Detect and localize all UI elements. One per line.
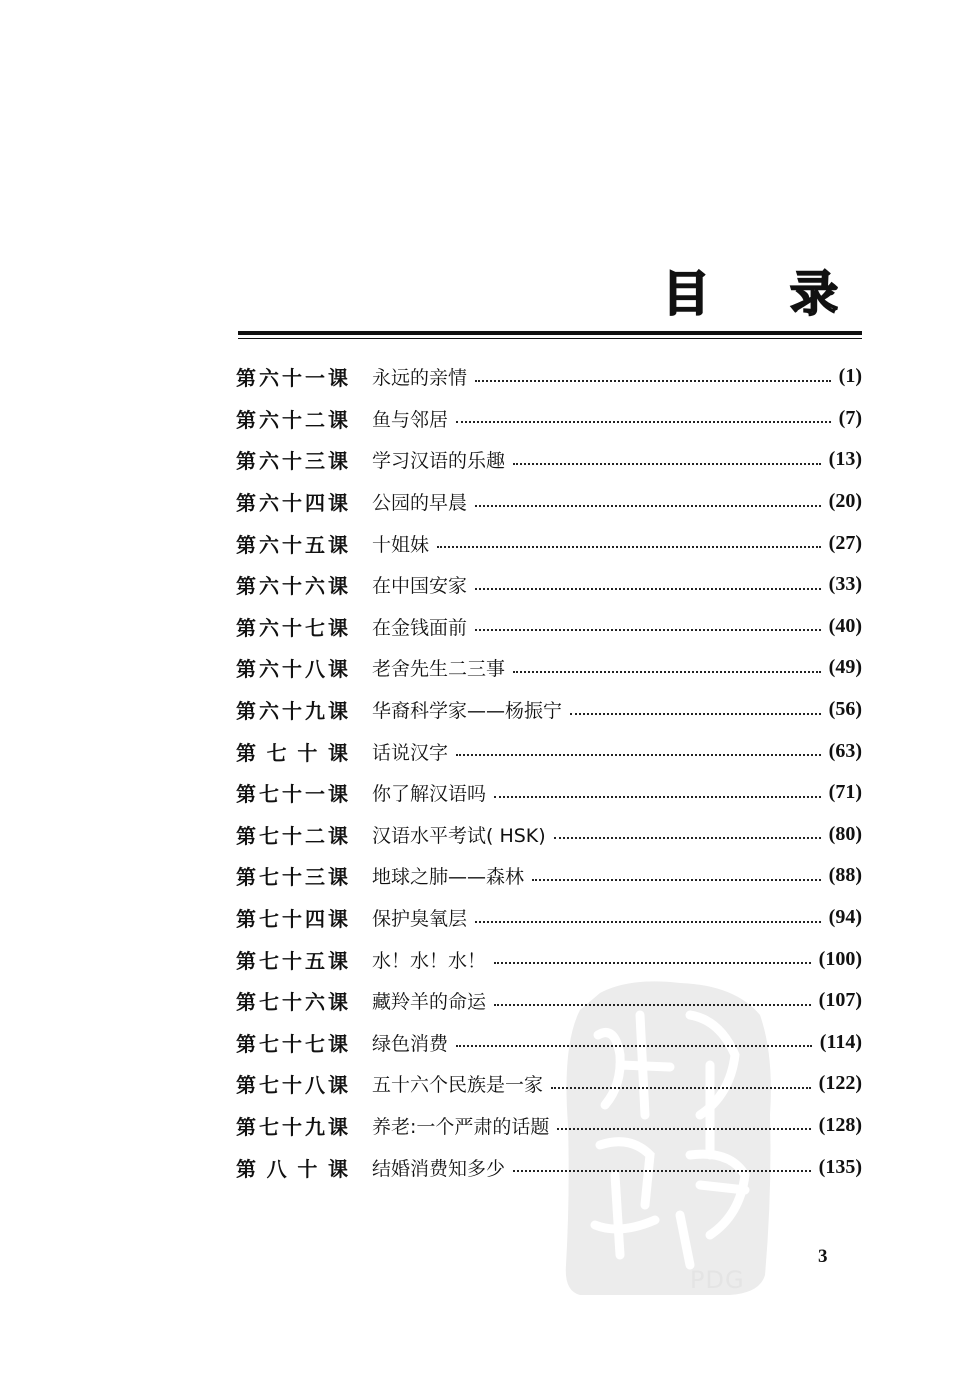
lesson-page-number: (88) xyxy=(828,864,862,887)
lesson-page-number: (80) xyxy=(828,822,862,845)
lesson-page-number: (1) xyxy=(838,365,862,388)
dot-leader xyxy=(513,671,821,673)
lesson-title: 十姐妹 xyxy=(372,533,430,556)
dot-leader xyxy=(494,796,821,798)
dot-leader xyxy=(494,1004,811,1006)
lesson-number-char: 第 xyxy=(236,948,256,973)
dot-leader xyxy=(475,505,821,507)
lesson-page-number: (122) xyxy=(818,1072,862,1095)
lesson-page-number: (27) xyxy=(828,531,862,554)
lesson-page-number: (49) xyxy=(828,656,862,679)
toc-entry[interactable] xyxy=(236,481,862,523)
lesson-number-char: 第 xyxy=(236,699,256,724)
lesson-number-char: 七 xyxy=(259,1031,279,1056)
lesson-number xyxy=(236,404,348,433)
heading-rule-thin xyxy=(238,338,862,339)
lesson-number-char: 六 xyxy=(259,657,279,682)
toc-entry[interactable] xyxy=(236,439,862,481)
lesson-title: 汉语水平考试( HSK) xyxy=(372,824,546,847)
lesson-title: 藏羚羊的命运 xyxy=(372,991,487,1014)
toc-entry[interactable] xyxy=(236,1022,862,1064)
lesson-number-char: 十 xyxy=(297,1156,318,1181)
lesson-page-number: (40) xyxy=(828,614,862,637)
lesson-number-char: 课 xyxy=(328,948,348,973)
toc-entry[interactable] xyxy=(236,1063,862,1105)
lesson-number-char: 十 xyxy=(282,532,302,557)
lesson-number xyxy=(236,986,348,1015)
lesson-number xyxy=(236,737,348,766)
lesson-number-char: 七 xyxy=(259,990,279,1015)
lesson-number-char: 课 xyxy=(328,366,348,391)
lesson-page-number: (13) xyxy=(828,448,862,471)
lesson-number-char: 课 xyxy=(328,782,348,807)
lesson-page-number: (71) xyxy=(828,781,862,804)
lesson-number-char: 八 xyxy=(305,657,325,682)
lesson-number-char: 九 xyxy=(305,1114,325,1139)
lesson-number-char: 七 xyxy=(305,615,325,640)
lesson-number-char: 第 xyxy=(236,491,256,516)
lesson-number-char: 七 xyxy=(266,740,287,765)
lesson-number-char: 六 xyxy=(259,407,279,432)
toc-list xyxy=(236,356,862,1188)
heading-char-mu: 目 xyxy=(662,266,711,322)
toc-entry[interactable] xyxy=(236,689,862,731)
lesson-number xyxy=(236,529,348,558)
dot-leader xyxy=(475,588,821,590)
lesson-page-number: (100) xyxy=(818,947,862,970)
lesson-number-char: 第 xyxy=(236,657,256,682)
lesson-title: 五十六个民族是一家 xyxy=(372,1074,544,1097)
lesson-number-char: 第 xyxy=(236,907,256,932)
lesson-number-char: 第 xyxy=(236,865,256,890)
lesson-title: 水！水！水！ xyxy=(372,949,487,972)
lesson-number-char: 四 xyxy=(305,491,325,516)
lesson-title: 保护臭氧层 xyxy=(372,908,468,931)
lesson-number-char: 十 xyxy=(282,907,302,932)
lesson-number-char: 课 xyxy=(328,449,348,474)
lesson-number-char: 第 xyxy=(236,740,256,765)
page-number: 3 xyxy=(818,1246,828,1267)
lesson-number-char: 课 xyxy=(328,990,348,1015)
lesson-number-char: 二 xyxy=(305,407,325,432)
toc-entry[interactable] xyxy=(236,1105,862,1147)
lesson-title: 公园的早晨 xyxy=(372,492,468,515)
lesson-page-number: (63) xyxy=(828,739,862,762)
lesson-title: 永远的亲情 xyxy=(372,367,468,390)
lesson-page-number: (128) xyxy=(818,1113,862,1136)
dot-leader xyxy=(557,1128,810,1130)
lesson-number xyxy=(236,695,348,724)
lesson-number xyxy=(236,945,348,974)
lesson-number xyxy=(236,653,348,682)
heading-rule-thick xyxy=(238,331,862,335)
lesson-number-char: 七 xyxy=(259,1114,279,1139)
toc-entry[interactable] xyxy=(236,730,862,772)
lesson-number-char: 第 xyxy=(236,782,256,807)
toc-entry[interactable] xyxy=(236,647,862,689)
lesson-page-number: (114) xyxy=(819,1030,862,1053)
dot-leader xyxy=(456,421,831,423)
lesson-number-char: 十 xyxy=(282,990,302,1015)
lesson-number-char: 一 xyxy=(305,782,325,807)
dot-leader xyxy=(456,1045,812,1047)
lesson-number xyxy=(236,612,348,641)
lesson-number-char: 第 xyxy=(236,615,256,640)
lesson-title: 绿色消费 xyxy=(372,1032,449,1055)
toc-entry[interactable] xyxy=(236,522,862,564)
lesson-number xyxy=(236,778,348,807)
lesson-number-char: 七 xyxy=(259,823,279,848)
lesson-title: 在金钱面前 xyxy=(372,616,468,639)
toc-entry[interactable] xyxy=(236,814,862,856)
lesson-number xyxy=(236,861,348,890)
toc-entry[interactable] xyxy=(236,1146,862,1188)
lesson-number-char: 五 xyxy=(305,532,325,557)
toc-entry[interactable] xyxy=(236,855,862,897)
lesson-number-char: 三 xyxy=(305,865,325,890)
lesson-page-number: (107) xyxy=(818,989,862,1012)
lesson-number-char: 十 xyxy=(282,1114,302,1139)
dot-leader xyxy=(513,463,821,465)
toc-entry[interactable] xyxy=(236,980,862,1022)
lesson-number xyxy=(236,1153,348,1182)
lesson-number-char: 六 xyxy=(259,699,279,724)
lesson-number-char: 课 xyxy=(328,615,348,640)
lesson-number-char: 五 xyxy=(305,948,325,973)
lesson-number-char: 十 xyxy=(297,740,318,765)
lesson-title: 养老:一个严肃的话题 xyxy=(372,1115,550,1138)
lesson-number-char: 课 xyxy=(328,1031,348,1056)
lesson-number-char: 十 xyxy=(282,865,302,890)
lesson-number-char: 第 xyxy=(236,574,256,599)
lesson-number-char: 十 xyxy=(282,574,302,599)
lesson-number-char: 六 xyxy=(259,615,279,640)
lesson-number xyxy=(236,445,348,474)
lesson-number-char: 第 xyxy=(236,1073,256,1098)
lesson-number-char: 十 xyxy=(282,657,302,682)
lesson-number-char: 课 xyxy=(328,907,348,932)
dot-leader xyxy=(551,1087,811,1089)
lesson-number-char: 九 xyxy=(305,699,325,724)
lesson-number-char: 十 xyxy=(282,366,302,391)
lesson-number-char: 十 xyxy=(282,1031,302,1056)
dot-leader xyxy=(554,837,821,839)
lesson-number-char: 课 xyxy=(327,1156,348,1181)
lesson-number-char: 一 xyxy=(305,366,325,391)
lesson-title: 地球之肺——森林 xyxy=(372,866,525,889)
heading-char-lu: 录 xyxy=(790,266,839,322)
lesson-number-char: 第 xyxy=(236,532,256,557)
lesson-page-number: (7) xyxy=(838,406,862,429)
lesson-number xyxy=(236,1028,348,1057)
lesson-number-char: 八 xyxy=(266,1156,287,1181)
watermark-label: PDG xyxy=(690,1266,745,1294)
lesson-number-char: 十 xyxy=(282,407,302,432)
dot-leader xyxy=(475,629,821,631)
lesson-number-char: 十 xyxy=(282,491,302,516)
lesson-title: 话说汉字 xyxy=(372,741,449,764)
lesson-number-char: 第 xyxy=(236,407,256,432)
lesson-number-char: 七 xyxy=(259,948,279,973)
lesson-number-char: 六 xyxy=(305,990,325,1015)
dot-leader xyxy=(570,713,821,715)
lesson-page-number: (20) xyxy=(828,490,862,513)
dot-leader xyxy=(513,1170,811,1172)
lesson-number-char: 课 xyxy=(328,865,348,890)
lesson-number-char: 第 xyxy=(236,366,256,391)
lesson-number-char: 十 xyxy=(282,823,302,848)
lesson-number-char: 七 xyxy=(259,782,279,807)
lesson-number-char: 七 xyxy=(305,1031,325,1056)
lesson-number-char: 第 xyxy=(236,1114,256,1139)
toc-entry[interactable] xyxy=(236,606,862,648)
lesson-number-char: 七 xyxy=(259,907,279,932)
lesson-number xyxy=(236,903,348,932)
lesson-number-char: 十 xyxy=(282,449,302,474)
toc-entry[interactable] xyxy=(236,938,862,980)
lesson-title: 老舍先生二三事 xyxy=(372,658,506,681)
lesson-title: 鱼与邻居 xyxy=(372,408,449,431)
lesson-number-char: 六 xyxy=(305,574,325,599)
lesson-number-char: 第 xyxy=(236,823,256,848)
lesson-page-number: (94) xyxy=(828,906,862,929)
toc-entry[interactable] xyxy=(236,564,862,606)
lesson-number xyxy=(236,820,348,849)
lesson-number-char: 四 xyxy=(305,907,325,932)
lesson-number-char: 课 xyxy=(328,574,348,599)
toc-heading xyxy=(640,262,870,326)
lesson-number-char: 二 xyxy=(305,823,325,848)
lesson-page-number: (135) xyxy=(818,1155,862,1178)
lesson-title: 结婚消费知多少 xyxy=(372,1157,506,1180)
lesson-title: 学习汉语的乐趣 xyxy=(372,450,506,473)
lesson-title: 在中国安家 xyxy=(372,575,468,598)
lesson-number xyxy=(236,487,348,516)
dot-leader xyxy=(437,546,821,548)
toc-entry[interactable] xyxy=(236,398,862,440)
lesson-number xyxy=(236,362,348,391)
lesson-number-char: 十 xyxy=(282,948,302,973)
lesson-title: 你了解汉语吗 xyxy=(372,783,487,806)
lesson-number-char: 课 xyxy=(327,740,348,765)
dot-leader xyxy=(475,921,821,923)
dot-leader xyxy=(475,380,831,382)
lesson-number-char: 第 xyxy=(236,1156,256,1181)
toc-entry[interactable] xyxy=(236,772,862,814)
lesson-title: 华裔科学家——杨振宁 xyxy=(372,700,563,723)
lesson-number-char: 课 xyxy=(328,699,348,724)
lesson-number-char: 第 xyxy=(236,1031,256,1056)
lesson-number-char: 课 xyxy=(328,532,348,557)
lesson-number-char: 十 xyxy=(282,1073,302,1098)
lesson-number-char: 课 xyxy=(328,823,348,848)
lesson-number-char: 七 xyxy=(259,1073,279,1098)
lesson-number-char: 课 xyxy=(328,657,348,682)
lesson-number xyxy=(236,1069,348,1098)
lesson-number xyxy=(236,1111,348,1140)
toc-entry[interactable] xyxy=(236,356,862,398)
lesson-number-char: 七 xyxy=(259,865,279,890)
lesson-number-char: 六 xyxy=(259,449,279,474)
toc-entry[interactable] xyxy=(236,897,862,939)
dot-leader xyxy=(494,962,811,964)
lesson-number-char: 十 xyxy=(282,699,302,724)
lesson-number-char: 六 xyxy=(259,491,279,516)
lesson-number-char: 第 xyxy=(236,990,256,1015)
lesson-number xyxy=(236,570,348,599)
lesson-number-char: 第 xyxy=(236,449,256,474)
lesson-number-char: 三 xyxy=(305,449,325,474)
lesson-number-char: 十 xyxy=(282,615,302,640)
lesson-number-char: 六 xyxy=(259,574,279,599)
lesson-number-char: 六 xyxy=(259,366,279,391)
lesson-page-number: (33) xyxy=(828,573,862,596)
lesson-number-char: 课 xyxy=(328,407,348,432)
lesson-number-char: 课 xyxy=(328,491,348,516)
dot-leader xyxy=(456,754,821,756)
lesson-number-char: 八 xyxy=(305,1073,325,1098)
lesson-number-char: 课 xyxy=(328,1073,348,1098)
dot-leader xyxy=(532,879,821,881)
lesson-page-number: (56) xyxy=(828,698,862,721)
lesson-number-char: 十 xyxy=(282,782,302,807)
lesson-number-char: 课 xyxy=(328,1114,348,1139)
lesson-number-char: 六 xyxy=(259,532,279,557)
